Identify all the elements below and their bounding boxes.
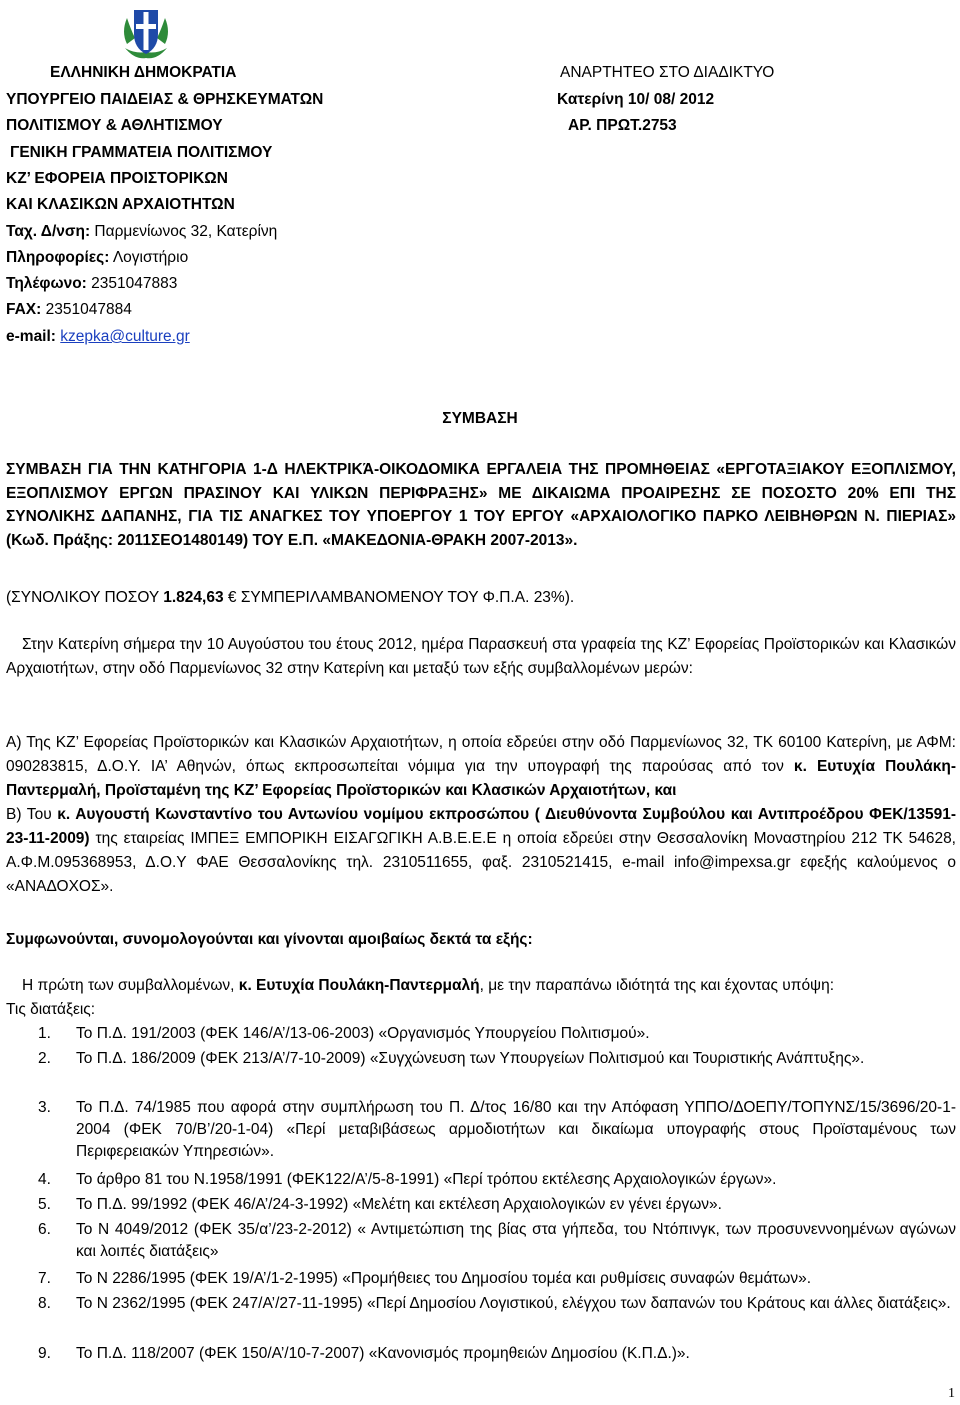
party-a-text: Α) Της ΚΖ’ Εφορείας Προϊστορικών και Κλασικών Αρχαιοτήτων, η οποία εδρεύει στην οδό Παρμενίωνος 32, ΤΚ 60100 Κατερίνη, με ΑΦΜ: 090283815, Δ.Ο.Υ. ΙΑ’ Αθηνών, όπως εκπροσωπείται νόμιμα για την υπογραφή της παρούσας από τον [6,734,956,775]
provision-number: 3. [38,1099,51,1116]
provision-number: 4. [38,1171,51,1188]
party-b [6,803,956,899]
header-phone [6,273,177,295]
intro-paragraph: Στην Κατερίνη σήμερα την 10 Αυγούστου του έτους 2012, ημέρα Παρασκευή στα γραφεία της ΚΖ’ Εφορείας Προϊστορικών και Κλασικών Αρχαιοτήτων, στην οδό Παρμενίωνος 32 στην Κατερίνη και μεταξύ των εξής συμβαλλομένων μερών: [6,636,956,677]
page-number: 1 [948,1386,955,1401]
greek-coat-of-arms-icon [117,4,175,62]
provision-text: Το Ν 2362/1995 (ΦΕΚ 247/Α’/27-11-1995) «Περί Δημοσίου Λογιστικού, ελέγχου των δαπανών του Κράτους και άλλες διατάξεις». [76,1295,951,1312]
provision-number: 9. [38,1345,51,1362]
provision-text: Το Π.Δ. 191/2003 (ΦΕΚ 146/Α’/13-06-2003) «Οργανισμός Υπουργείου Πολιτισμού». [76,1025,650,1042]
first-party [22,975,834,997]
place-date: Κατερίνη 10/ 08/ 2012 [557,91,715,108]
provision-number: 7. [38,1270,51,1287]
amount-suffix: € ΣΥΜΠΕΡΙΛΑΜΒΑΝΟΜΕΝΟΥ ΤΟΥ Φ.Π.Α. 23%). [227,589,575,606]
provision-text: Το άρθρο 81 του Ν.1958/1991 (ΦΕΚ122/Α’/5-8-1991) «Περί τρόπου εκτέλεσης Αρχαιολογικών έργων». [76,1171,777,1188]
contract-subject: ΣΥΜΒΑΣΗ ΓΙΑ ΤΗΝ ΚΑΤΗΓΟΡΙΑ 1-Δ ΗΛΕΚΤΡΙΚΆ-ΟΙΚΟΔΟΜΙΚΑ ΕΡΓΑΛΕΙΑ ΤΗΣ ΠΡΟΜΗΘΕΙΑΣ «ΕΡΓΟΤΑΞΙΑΚΟΥ ΕΞΟΠΛΙΣΜΟΥ, ΕΞΟΠΛΙΣΜΟΥ ΕΡΓΩΝ ΠΡΑΣΙΝΟΥ ΚΑΙ ΥΛΙΚΩΝ ΠΕΡΙΦΡΑΞΗΣ» ΜΕ ΔΙΚΑΙΩΜΑ ΠΡΟΑΙΡΕΣΗΣ ΣΕ ΠΟΣΟΣΤΟ 20% ΕΠΙ ΤΗΣ ΣΥΝΟΛΙΚΗΣ ΔΑΠΑΝΗΣ, ΓΙΑ ΤΙΣ ΑΝΑΓΚΕΣ ΤΟΥ ΥΠΟΕΡΓΟΥ 1 ΤΟΥ ΕΡΓΟΥ «ΑΡΧΑΙΟΛΟΓΙΚΟ ΠΑΡΚΟ ΛΕΙΒΗΘΡΩΝ Ν. ΠΙΕΡΙΑΣ» (Κωδ. Πράξης: 2011ΣΕΟ1480149) ΤΟΥ Ε.Π. «ΜΑΚΕΔΟΝΙΑ-ΘΡΑΚΗ 2007-2013». [6,461,956,549]
provision-number: 8. [38,1295,51,1312]
agreed-heading: Συμφωνούνται, συνομολογούνται και γίνονται αμοιβαίως δεκτά τα εξής: [6,931,533,948]
email-label: e-mail: [6,328,56,345]
provision-text: Το Ν 2286/1995 (ΦΕΚ 19/Α’/1-2-1995) «Προμήθειες του Δημοσίου τομέα και ρυθμίσεις συναφών θεμάτων». [76,1270,812,1287]
phone-label: Τηλέφωνο: [6,275,87,292]
header-ephorate-2: ΚΑΙ ΚΛΑΣΙΚΩΝ ΑΡΧΑΙΟΤΗΤΩΝ [6,196,235,213]
provisions-label: Τις διατάξεις: [6,1001,96,1018]
party-a [6,731,956,803]
provision-number: 2. [38,1050,51,1067]
provision-number: 1. [38,1025,51,1042]
provision-text: Το Π.Δ. 186/2009 (ΦΕΚ 213/Α’/7-10-2009) «Συγχώνευση των Υπουργείων Πολιτισμού και Τουριστικής Ανάπτυξης». [76,1050,865,1067]
provision-text: Το Π.Δ. 74/1985 που αφορά στην συμπλήρωση του Π. Δ/τος 16/80 και την Απόφαση ΥΠΠΟ/ΔΟΕΠΥ/ΤΟΠΥΝΣ/15/3696/20-1-2004 (ΦΕΚ 70/Β’/20-1-04) «Περί μεταβιβάσεως αρμοδιοτήτων και δικαίωμα υπογραφής στους Προϊσταμένους των Περιφερειακών Υπηρεσιών». [76,1099,956,1160]
provision-number: 5. [38,1196,51,1213]
header-email [6,326,190,348]
party-b-prefix: Β) Του [6,806,58,823]
first-party-prefix: Η πρώτη των συμβαλλομένων, [22,977,239,994]
address-value: Παρμενίωνος 32, Κατερίνη [90,223,278,240]
header-address [6,221,277,243]
address-label: Ταχ. Δ/νση: [6,223,91,240]
header-ministry-2: ΠΟΛΙΤΙΣΜΟΥ & ΑΘΛΗΤΙΣΜΟΥ [6,117,223,134]
first-party-name: κ. Ευτυχία Πουλάκη-Παντερμαλή [238,977,480,994]
party-b-details: της εταιρείας ΙΜΠΕΞ ΕΜΠΟΡΙΚΗ ΕΙΣΑΓΩΓΙΚΗ Α.Β.Ε.Ε.Ε η οποία εδρεύει στην Θεσσαλονίκη Μοναστηρίου 212 ΤΚ 54628, Α.Φ.Μ.095368953, Δ.Ο.Υ ΦΑΕ Θεσσαλονίκης τηλ. 2310511655, φαξ. 2310521415, e-mail info@impexsa.gr εφεξής καλούμενος ο «ΑΝΑΔΟΧΟΣ». [6,830,956,895]
amount-value: 1.824,63 [163,589,228,606]
header-info [6,247,188,269]
info-value: Λογιστήριο [109,249,189,266]
header-ephorate: ΚΖ’ ΕΦΟΡΕΙΑ ΠΡΟΙΣΤΟΡΙΚΩΝ [6,170,228,187]
party-b-representative: κ. Αυγουστή Κωνσταντίνο του Αντωνίου νομίμου εκπροσώπου ( Διευθύνοντα Συμβούλου και Αντιπροέδρου ΦΕΚ/13591-23-11-2009) [6,806,956,847]
fax-value: 2351047884 [41,301,132,318]
protocol-number: ΑΡ. ΠΡΩΤ.2753 [568,117,677,134]
amount-prefix: (ΣΥΝΟΛΙΚΟΥ ΠΟΣΟΥ [6,589,164,606]
provision-text: Το Π.Δ. 118/2007 (ΦΕΚ 150/Α’/10-7-2007) «Κανονισμός προμηθειών Δημοσίου (Κ.Π.Δ.)». [76,1345,690,1362]
provision-number: 6. [38,1221,51,1238]
phone-value: 2351047883 [86,275,178,292]
provision-text: Το Π.Δ. 99/1992 (ΦΕΚ 46/Α’/24-3-1992) «Μελέτη και εκτέλεση Αρχαιολογικών εν γένει έργων». [76,1196,722,1213]
header-country: ΕΛΛΗΝΙΚΗ ΔΗΜΟΚΡΑΤΙΑ [50,64,237,81]
page-title: ΣΥΜΒΑΣΗ [442,410,518,427]
provision-text: Το Ν 4049/2012 (ΦΕΚ 35/α’/23-2-2012) « Αντιμετώπιση της βίας στα γήπεδα, του Ντόπινγκ, των προσυνεννοημένων αγώνων και λοιπές διατάξεις» [76,1221,956,1260]
first-party-rest: , με την παραπάνω ιδιότητά της και έχοντας υπόψη: [479,977,835,994]
posted-online: ΑΝΑΡΤΗΤΕΟ ΣΤΟ ΔΙΑΔΙΚΤΥΟ [560,64,775,81]
fax-label: FAX: [6,301,42,318]
party-a-representative: κ. Ευτυχία Πουλάκη-Παντερμαλή, Προϊσταμένη της ΚΖ’ Εφορείας Προϊστορικών και Κλασικών Αρχαιοτήτων, και [6,758,956,799]
header-secretariat: ΓΕΝΙΚΗ ΓΡΑΜΜΑΤΕΙΑ ΠΟΛΙΤΙΣΜΟΥ [10,144,273,161]
header-ministry: ΥΠΟΥΡΓΕΙΟ ΠΑΙΔΕΙΑΣ & ΘΡΗΣΚΕΥΜΑΤΩΝ [6,91,324,108]
email-link[interactable]: kzepka@culture.gr [60,328,190,345]
contract-amount [6,587,574,609]
header-fax [6,299,132,321]
info-label: Πληροφορίες: [6,249,110,266]
